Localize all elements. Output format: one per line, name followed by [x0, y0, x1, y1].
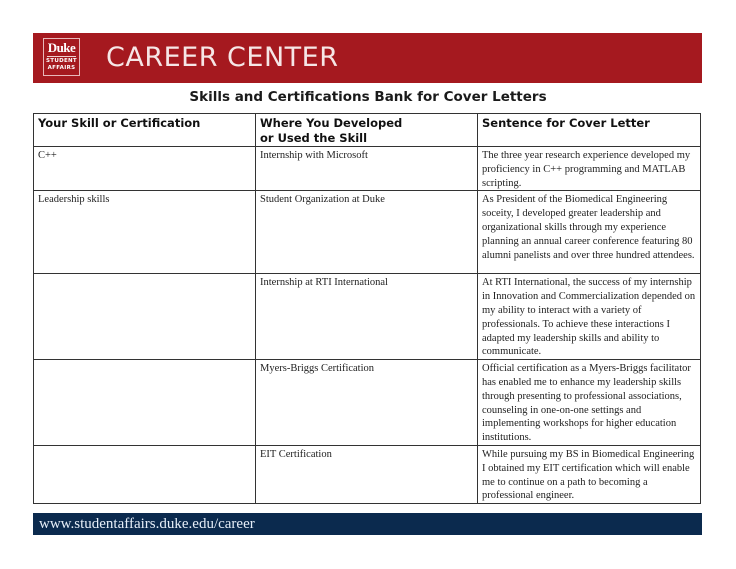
- header-text: Sentence for Cover Letter: [482, 116, 650, 130]
- cell-skill: [34, 274, 256, 360]
- cell-skill: Leadership skills: [34, 191, 256, 274]
- cell-skill: [34, 445, 256, 503]
- cell-sentence: Official certification as a Myers-Briggs facilitator has enabled me to enhance my leadership skills through presenting to professional associations, counseling in one-on-one settings and implementing workshops for higher education institutions.: [478, 360, 701, 446]
- table-row: [34, 445, 701, 503]
- column-header-sentence: [478, 114, 701, 147]
- cell-skill: C++: [34, 147, 256, 191]
- cell-where: Student Organization at Duke: [256, 191, 478, 274]
- table-row: [34, 191, 701, 274]
- table-row: [34, 274, 701, 360]
- banner-title: CAREER CENTER: [106, 42, 339, 73]
- cell-sentence: While pursuing my BS in Biomedical Engineering I obtained my EIT certification which will enable me to continue on a path to becoming a professional engineer.: [478, 445, 701, 503]
- header-banner: [33, 33, 702, 83]
- cell-where: Internship at RTI International: [256, 274, 478, 360]
- header-text: Your Skill or Certification: [38, 116, 201, 130]
- cell-sentence: As President of the Biomedical Engineering soceity, I developed greater leadership and organizational skills through my experience planning an annual career conference featuring 80 alumni panelists and over three hundred attendees.: [478, 191, 701, 274]
- cell-sentence: At RTI International, the success of my internship in Innovation and Commercialization depended on my ability to interact with a variety of professionals. To achieve these interactions I adapted my leadership skills and ability to communicate.: [478, 274, 701, 360]
- logo-divider: [47, 56, 76, 57]
- table-header-row: [34, 114, 701, 147]
- cell-sentence: The three year research experience developed my proficiency in C++ programming and MATLAB scripting.: [478, 147, 701, 191]
- cell-where: Internship with Microsoft: [256, 147, 478, 191]
- column-header-skill: [34, 114, 256, 147]
- header-text-line2: or Used the Skill: [260, 131, 368, 145]
- footer-url[interactable]: www.studentaffairs.duke.edu/career: [39, 516, 255, 532]
- table-row: [34, 147, 701, 191]
- skills-table: [33, 113, 701, 504]
- column-header-where: [256, 114, 478, 147]
- logo-sub2: AFFAIRS: [47, 65, 76, 71]
- header-text-line1: Where You Developed: [260, 116, 403, 130]
- footer-bar: [33, 513, 702, 535]
- table-row: [34, 360, 701, 446]
- cell-where: Myers-Briggs Certification: [256, 360, 478, 446]
- duke-student-affairs-logo: [43, 38, 80, 76]
- cell-where: EIT Certification: [256, 445, 478, 503]
- logo-name: Duke: [47, 40, 76, 55]
- cell-skill: [34, 360, 256, 446]
- logo-sub1: STUDENT: [46, 58, 77, 64]
- document-title: Skills and Certifications Bank for Cover Letters: [189, 89, 547, 105]
